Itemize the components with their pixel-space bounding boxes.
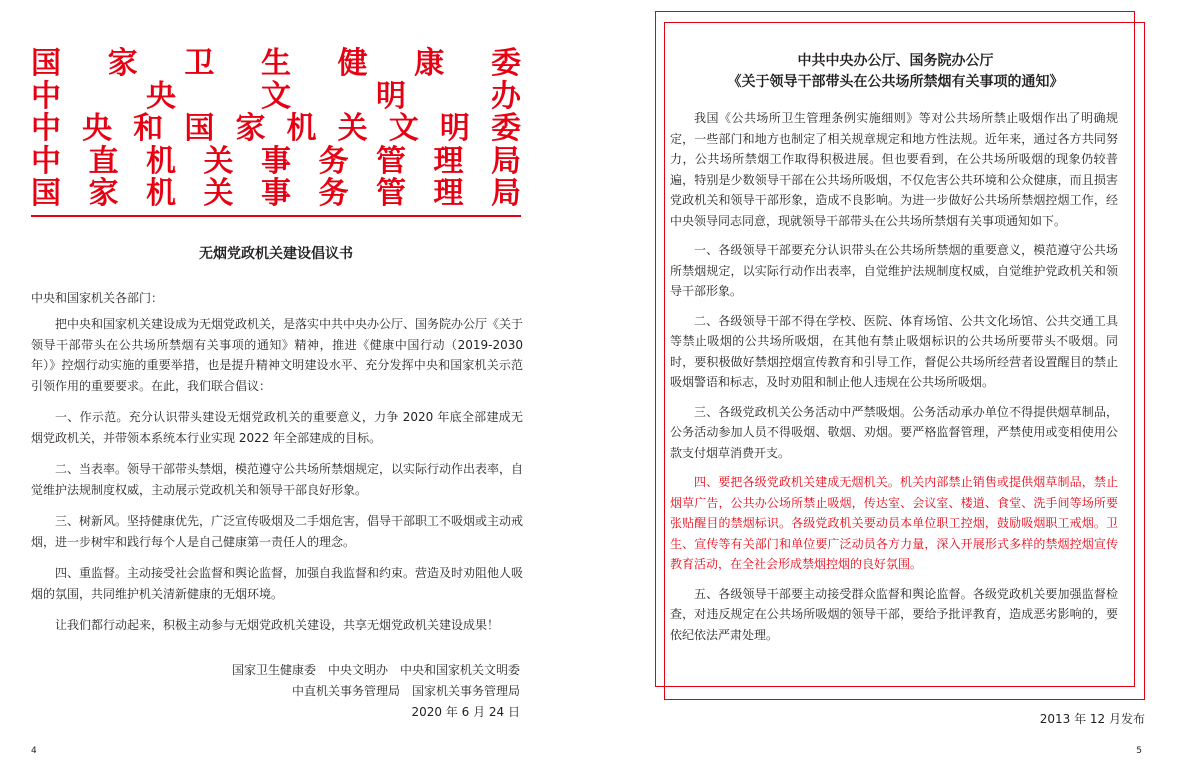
issuer-header-char: 直 <box>88 143 119 179</box>
issuer-header-char: 关 <box>337 111 368 146</box>
issuer-header-char: 局 <box>491 176 521 211</box>
signer-line: 中直机关事务管理局 国家机关事务管理局 <box>291 684 520 698</box>
issuer-header-char: 机 <box>146 176 176 211</box>
issuer-header-char: 卫 <box>184 46 215 81</box>
issuer-header-char: 明 <box>376 78 406 114</box>
issuer-header-char: 理 <box>433 176 464 211</box>
highlighted-paragraph: 四、要把各级党政机关建成无烟机关。机关内部禁止销售或提供烟草制品，禁止烟草广告，公共办公场所禁止吸烟，传达室、会议室、楼道、食堂、洗手间等场所要张贴醒目的禁烟标识。各级党政机关要动员本单位职工控烟，鼓励吸烟职工戒烟。卫生、宣传等有关部门和单位要广泛动员各方力量，深入开展形式多样的禁烟控烟宣传教育活动，在全社会形成禁烟控烟的良好氛围。 <box>670 475 1118 571</box>
paragraph: 三、树新风。坚持健康优先，广泛宣传吸烟及二手烟危害，倡导干部职工不吸烟或主动戒烟，进一步树牢和践行每个人是自己健康第一责任人的理念。 <box>31 514 524 549</box>
issuer-header-char: 国 <box>184 111 215 146</box>
signature-block <box>120 660 520 723</box>
issuer-header-char: 管 <box>376 143 406 179</box>
notice-heading-issuer: 中共中央办公厅、国务院办公厅 <box>797 53 994 69</box>
document-title: 无烟党政机关建设倡议书 <box>199 246 353 262</box>
signature-date: 2020 年 6 月 24 日 <box>411 705 520 719</box>
paragraph: 五、各级领导干部要主动接受群众监督和舆论监督。各级党政机关要加强监督检查，对违反规定在公共场所吸烟的领导干部，要给予批评教育，造成恶劣影响的，要依纪依法严肃处理。 <box>670 586 1118 642</box>
proposal-body <box>31 314 523 647</box>
notice-heading-title: 《关于领导干部带头在公共场所禁烟有关事项的通知》 <box>727 74 1064 90</box>
issuer-header-char: 家 <box>107 46 138 81</box>
issuer-header-char: 局 <box>491 143 521 179</box>
header-divider <box>31 215 521 217</box>
issuer-header-char: 央 <box>82 111 113 146</box>
issuer-header-char: 康 <box>414 46 445 81</box>
issuer-header-char: 事 <box>261 143 291 179</box>
page-number-left: 4 <box>31 746 37 756</box>
paragraph: 我国《公共场所卫生管理条例实施细则》等对公共场所禁止吸烟作出了明确规定，一些部门和地方也制定了相关规章规定和地方性法规。近年来，通过各方共同努力，公共场所禁烟工作取得积极进展。但也要看到，在公共场所吸烟的现象仍较普遍，特别是少数领导干部在公共场所吸烟，不仅危害公共环境和公众健康，而且损害党政机关和领导干部形象，造成不良影响。为进一步做好公共场所禁烟控烟工作，经中央领导同志同意，现就领导干部带头在公共场所禁烟有关事项通知如下。 <box>670 111 1118 228</box>
paragraph: 二、各级领导干部不得在学校、医院、体育场馆、公共文化场馆、公共交通工具等禁止吸烟的公共场所吸烟，在其他有禁止吸烟标识的公共场所要带头不吸烟。同时，要积极做好禁烟控烟宣传教育和引导工作，督促公共场所经营者设置醒目的禁止吸烟警语和标志，及时劝阻和制止他人违规在公共场所吸烟。 <box>670 313 1118 389</box>
issuer-header-char: 国 <box>31 176 61 211</box>
notice-body <box>670 108 1118 654</box>
issuer-header-char: 中 <box>31 78 61 114</box>
release-date: 2013 年 12 月发布 <box>1039 712 1145 726</box>
issuer-header-char: 文 <box>388 111 419 146</box>
issuer-header-line <box>31 113 521 146</box>
issuer-header-char: 委 <box>490 111 521 146</box>
paragraph: 四、重监督。主动接受社会监督和舆论监督，加强自我监督和约束。营造及时劝阻他人吸烟的氛围，共同维护机关清新健康的无烟环境。 <box>31 566 524 601</box>
paragraph: 三、各级党政机关公务活动中严禁吸烟。公务活动承办单位不得提供烟草制品，公务活动参加人员不得吸烟、敬烟、劝烟。要严格监督管理，严禁使用或变相使用公款支付烟草消费开支。 <box>670 404 1118 460</box>
paragraph: 一、作示范。充分认识带头建设无烟党政机关的重要意义，力争 2020 年底全部建成无烟党政机关，并带领本系统本行业实现 2022 年全部建成的目标。 <box>31 410 523 445</box>
issuer-header-char: 务 <box>318 176 349 211</box>
issuer-header-line <box>31 143 521 179</box>
signer-line: 国家卫生健康委 中央文明办 中央和国家机关文明委 <box>231 663 520 677</box>
issuer-header-char: 中 <box>31 143 61 179</box>
issuer-header-line <box>31 78 521 114</box>
paragraph: 二、当表率。领导干部带头禁烟，模范遵守公共场所禁烟规定，以实际行动作出表率，自觉维护法规制度权威，主动展示党政机关和领导干部良好形象。 <box>31 462 524 497</box>
issuer-header-char: 文 <box>261 78 291 114</box>
issuer-header-char: 关 <box>203 143 234 179</box>
issuer-header-char: 健 <box>337 46 368 81</box>
paragraph: 一、各级领导干部要充分认识带头在公共场所禁烟的重要意义，模范遵守公共场所禁烟规定，以实际行动作出表率，自觉维护法规制度权威，自觉维护党政机关和领导干部形象。 <box>670 243 1118 298</box>
issuer-header-char: 中 <box>31 111 61 146</box>
salutation: 中央和国家机关各部门： <box>31 291 164 305</box>
issuer-header <box>31 48 521 211</box>
issuer-header-char: 管 <box>376 176 406 211</box>
issuer-header-char: 机 <box>146 143 176 179</box>
issuer-header-char: 国 <box>31 46 61 81</box>
issuer-header-char: 理 <box>433 143 464 179</box>
issuer-header-char: 央 <box>146 78 176 114</box>
issuer-header-char: 明 <box>439 111 470 146</box>
issuer-header-char: 机 <box>286 111 317 146</box>
issuer-header-char: 关 <box>203 176 234 211</box>
notice-heading <box>666 51 1125 93</box>
issuer-header-char: 家 <box>88 176 119 211</box>
issuer-header-char: 和 <box>133 111 164 146</box>
issuer-header-line <box>31 178 521 211</box>
issuer-header-char: 生 <box>260 46 291 81</box>
paragraph: 把中央和国家机关建设成为无烟党政机关，是落实中共中央办公厅、国务院办公厅《关于领导干部带头在公共场所禁烟有关事项的通知》精神，推进《健康中国行动（2019-2030年）》控烟行动实施的重要举措，也是提升精神文明建设水平、充分发挥中央和国家机关示范引领作用的重要要求。在此，我们联合倡议： <box>31 317 524 393</box>
issuer-header-char: 务 <box>318 143 349 179</box>
left-page <box>0 0 560 764</box>
issuer-header-char: 家 <box>235 111 266 146</box>
issuer-header-char: 办 <box>491 78 521 114</box>
issuer-header-char: 委 <box>490 46 521 81</box>
issuer-header-char: 事 <box>261 176 291 211</box>
page-number-right: 5 <box>1136 746 1142 756</box>
paragraph: 让我们都行动起来，积极主动参与无烟党政机关建设，共享无烟党政机关建设成果！ <box>55 618 500 632</box>
issuer-header-line <box>31 48 521 81</box>
